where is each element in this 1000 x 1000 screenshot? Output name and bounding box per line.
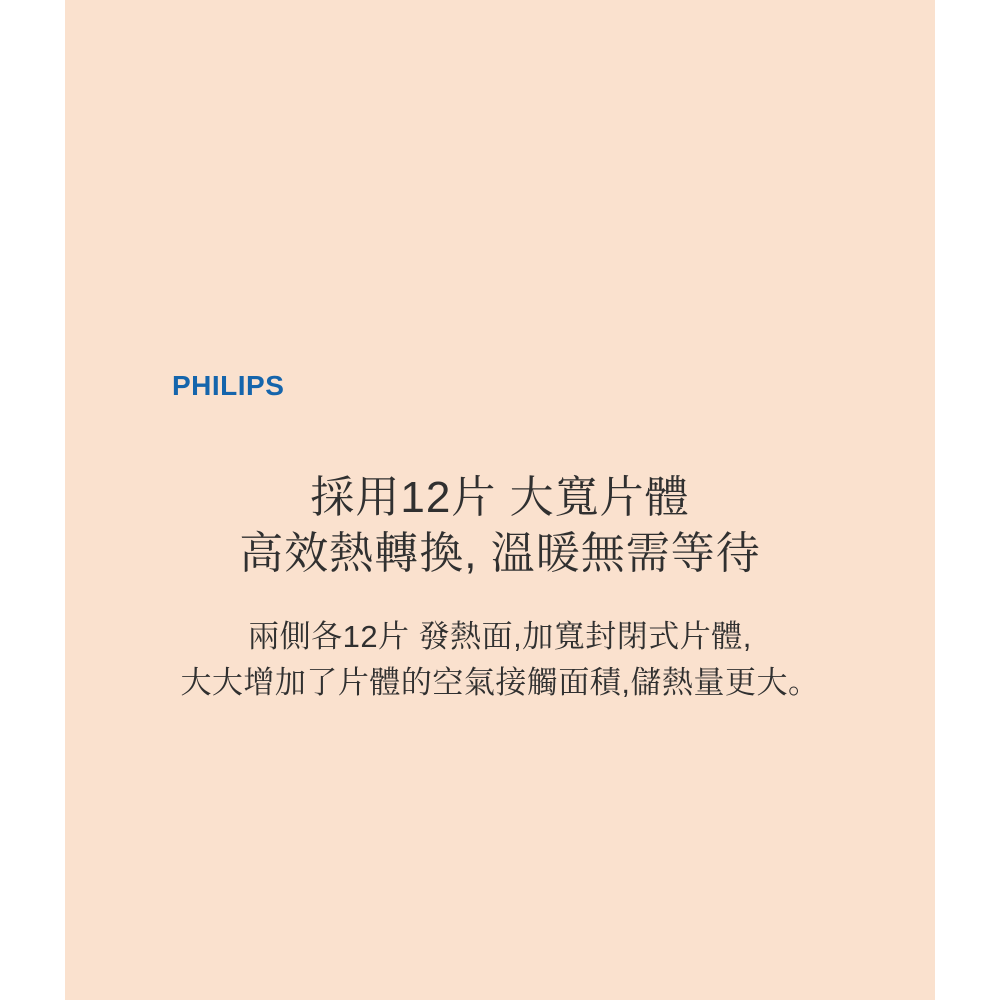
philips-logo: PHILIPS: [172, 370, 285, 401]
headline-line-2: 高效熱轉換, 溫暖無需等待: [239, 529, 761, 578]
body-paragraph: [65, 614, 935, 706]
promo-panel: [65, 0, 935, 1000]
body-line-1: 兩側各12片 發熱面,加寬封閉式片體,: [248, 619, 752, 654]
headline: [65, 470, 935, 582]
headline-line-1: 採用12片 大寬片體: [310, 473, 690, 522]
body-line-2: 大大增加了片體的空氣接觸面積,儲熱量更大。: [180, 665, 820, 700]
